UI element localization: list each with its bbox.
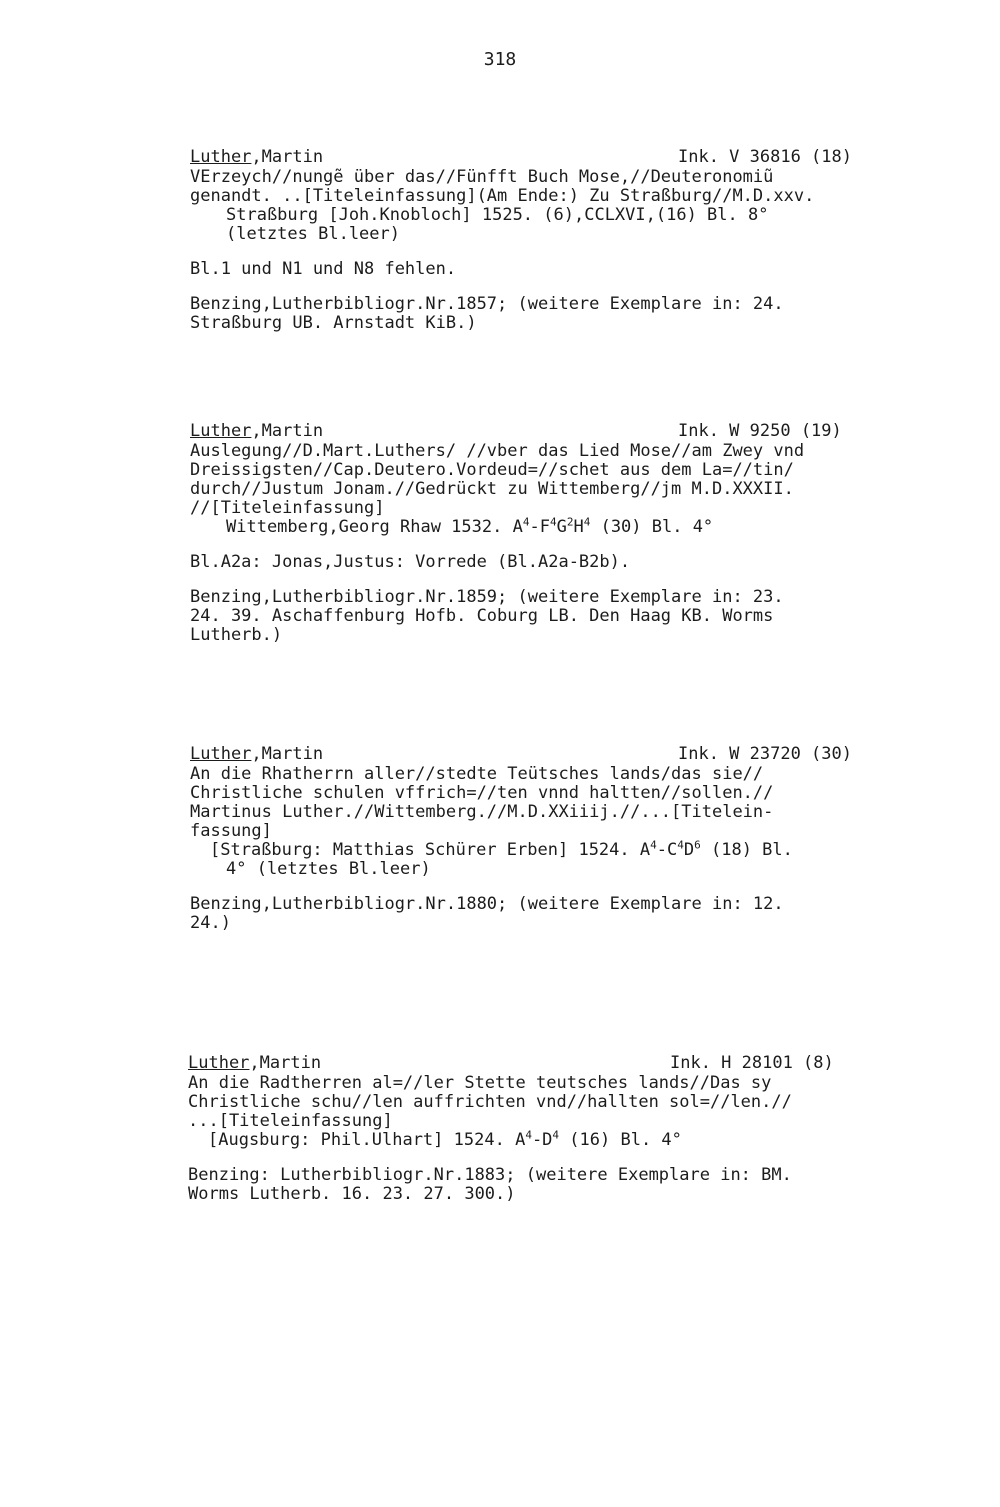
ink-number: Ink. W 23720 (30): [678, 744, 852, 764]
title-line: An die Radtherren al=//ler Stette teutsches lands//Das sy: [188, 1073, 772, 1093]
imprint-line: [190, 515, 950, 537]
catalog-entry: [188, 1054, 948, 1204]
author-surname: Luther: [190, 147, 252, 167]
ink-number: Ink. W 9250 (19): [678, 421, 842, 441]
collation: $A^4-C^4D^6$: [639, 838, 701, 860]
catalog-entry: [190, 148, 950, 333]
imprint-line: 4° (letztes Bl.leer): [226, 859, 431, 879]
collation: $A^4-F^4G^2H^4$: [512, 515, 591, 537]
reference-line: Benzing,Lutherbibliogr.Nr.1857; (weitere Exemplare in: 24.: [190, 294, 784, 314]
entry-heading: [190, 422, 950, 442]
reference-line: Benzing,Lutherbibliogr.Nr.1880; (weitere Exemplare in: 12.: [190, 894, 784, 914]
collation-rest: (16) Bl. 4°: [569, 1130, 682, 1150]
collation-rest: (18) Bl.: [711, 840, 793, 860]
title-line: Dreissigsten//Cap.Deutero.Vordeud=//schet aus dem La=//tin/: [190, 460, 794, 480]
reference-line: 24.): [190, 913, 231, 933]
title-line: Martinus Luther.//Wittemberg.//M.D.XXiiij.//...[Titelein-: [190, 802, 774, 822]
entry-heading: [188, 1054, 948, 1074]
title-line: genandt. ..[Titeleinfassung](Am Ende:) Zu Straßburg//M.D.xxv.: [190, 186, 815, 206]
imprint-line: [190, 838, 950, 860]
ink-number: Ink. V 36816 (18): [678, 147, 852, 167]
title-line: fassung]: [190, 821, 272, 841]
collation: $A^4-D^4$: [515, 1128, 560, 1150]
collation-rest: (30) Bl. 4°: [600, 517, 714, 537]
author-surname: Luther: [190, 744, 252, 764]
reference-line: 24. 39. Aschaffenburg Hofb. Coburg LB. Den Haag KB. Worms: [190, 606, 774, 626]
author: [190, 422, 323, 441]
title-line: Christliche schu//len auffrichten vnd//hallten sol=//len.//: [188, 1092, 792, 1112]
author-given-name: ,Martin: [249, 1053, 322, 1073]
author-given-name: ,Martin: [251, 421, 324, 441]
author: [190, 745, 323, 764]
ink-number: Ink. H 28101 (8): [670, 1053, 834, 1073]
reference-line: Worms Lutherb. 16. 23. 27. 300.): [188, 1184, 516, 1204]
title-line: durch//Justum Jonam.//Gedrückt zu Wittemberg//jm M.D.XXXII.: [190, 479, 794, 499]
reference-line: Lutherb.): [190, 625, 283, 645]
imprint-line: Straßburg [Joh.Knobloch] 1525. (6),CCLXVI,(16) Bl. 8°: [226, 205, 769, 225]
reference-line: Benzing: Lutherbibliogr.Nr.1883; (weitere Exemplare in: BM.: [188, 1165, 792, 1185]
author-given-name: ,Martin: [251, 147, 324, 167]
page-number: 318: [483, 49, 517, 70]
author: [188, 1054, 321, 1073]
imprint-text: [Augsburg: Phil.Ulhart] 1524.: [208, 1130, 505, 1150]
catalog-entry: [190, 422, 950, 645]
reference-line: Straßburg UB. Arnstadt KiB.): [190, 313, 477, 333]
author-given-name: ,Martin: [251, 744, 324, 764]
author-surname: Luther: [188, 1053, 250, 1073]
imprint-line: (letztes Bl.leer): [226, 224, 400, 244]
author-surname: Luther: [190, 421, 252, 441]
title-line: ...[Titeleinfassung]: [188, 1111, 393, 1131]
note-line: Bl.A2a: Jonas,Justus: Vorrede (Bl.A2a-B2b).: [190, 552, 631, 572]
entry-heading: [190, 745, 950, 765]
title-line: VErzeych//nungẽ über das//Fünfft Buch Mose,//Deuteronomiũ: [190, 167, 774, 187]
imprint-text: [Straßburg: Matthias Schürer Erben] 1524.: [210, 840, 630, 860]
title-line: Christliche schulen vffrich=//ten vnnd haltten//sollen.//: [190, 783, 774, 803]
entry-heading: [190, 148, 950, 168]
note-line: Bl.1 und N1 und N8 fehlen.: [190, 259, 457, 279]
title-line: Auslegung//D.Mart.Luthers/ //vber das Lied Mose//am Zwey vnd: [190, 441, 805, 461]
author: [190, 148, 323, 167]
reference-line: Benzing,Lutherbibliogr.Nr.1859; (weitere Exemplare in: 23.: [190, 587, 784, 607]
title-line: //[Titeleinfassung]: [190, 498, 385, 518]
imprint-line: [188, 1128, 948, 1150]
imprint-text: Wittemberg,Georg Rhaw 1532.: [226, 517, 503, 537]
catalog-entry: [190, 745, 950, 933]
title-line: An die Rhatherrn aller//stedte Teütsches lands/das sie//: [190, 764, 764, 784]
